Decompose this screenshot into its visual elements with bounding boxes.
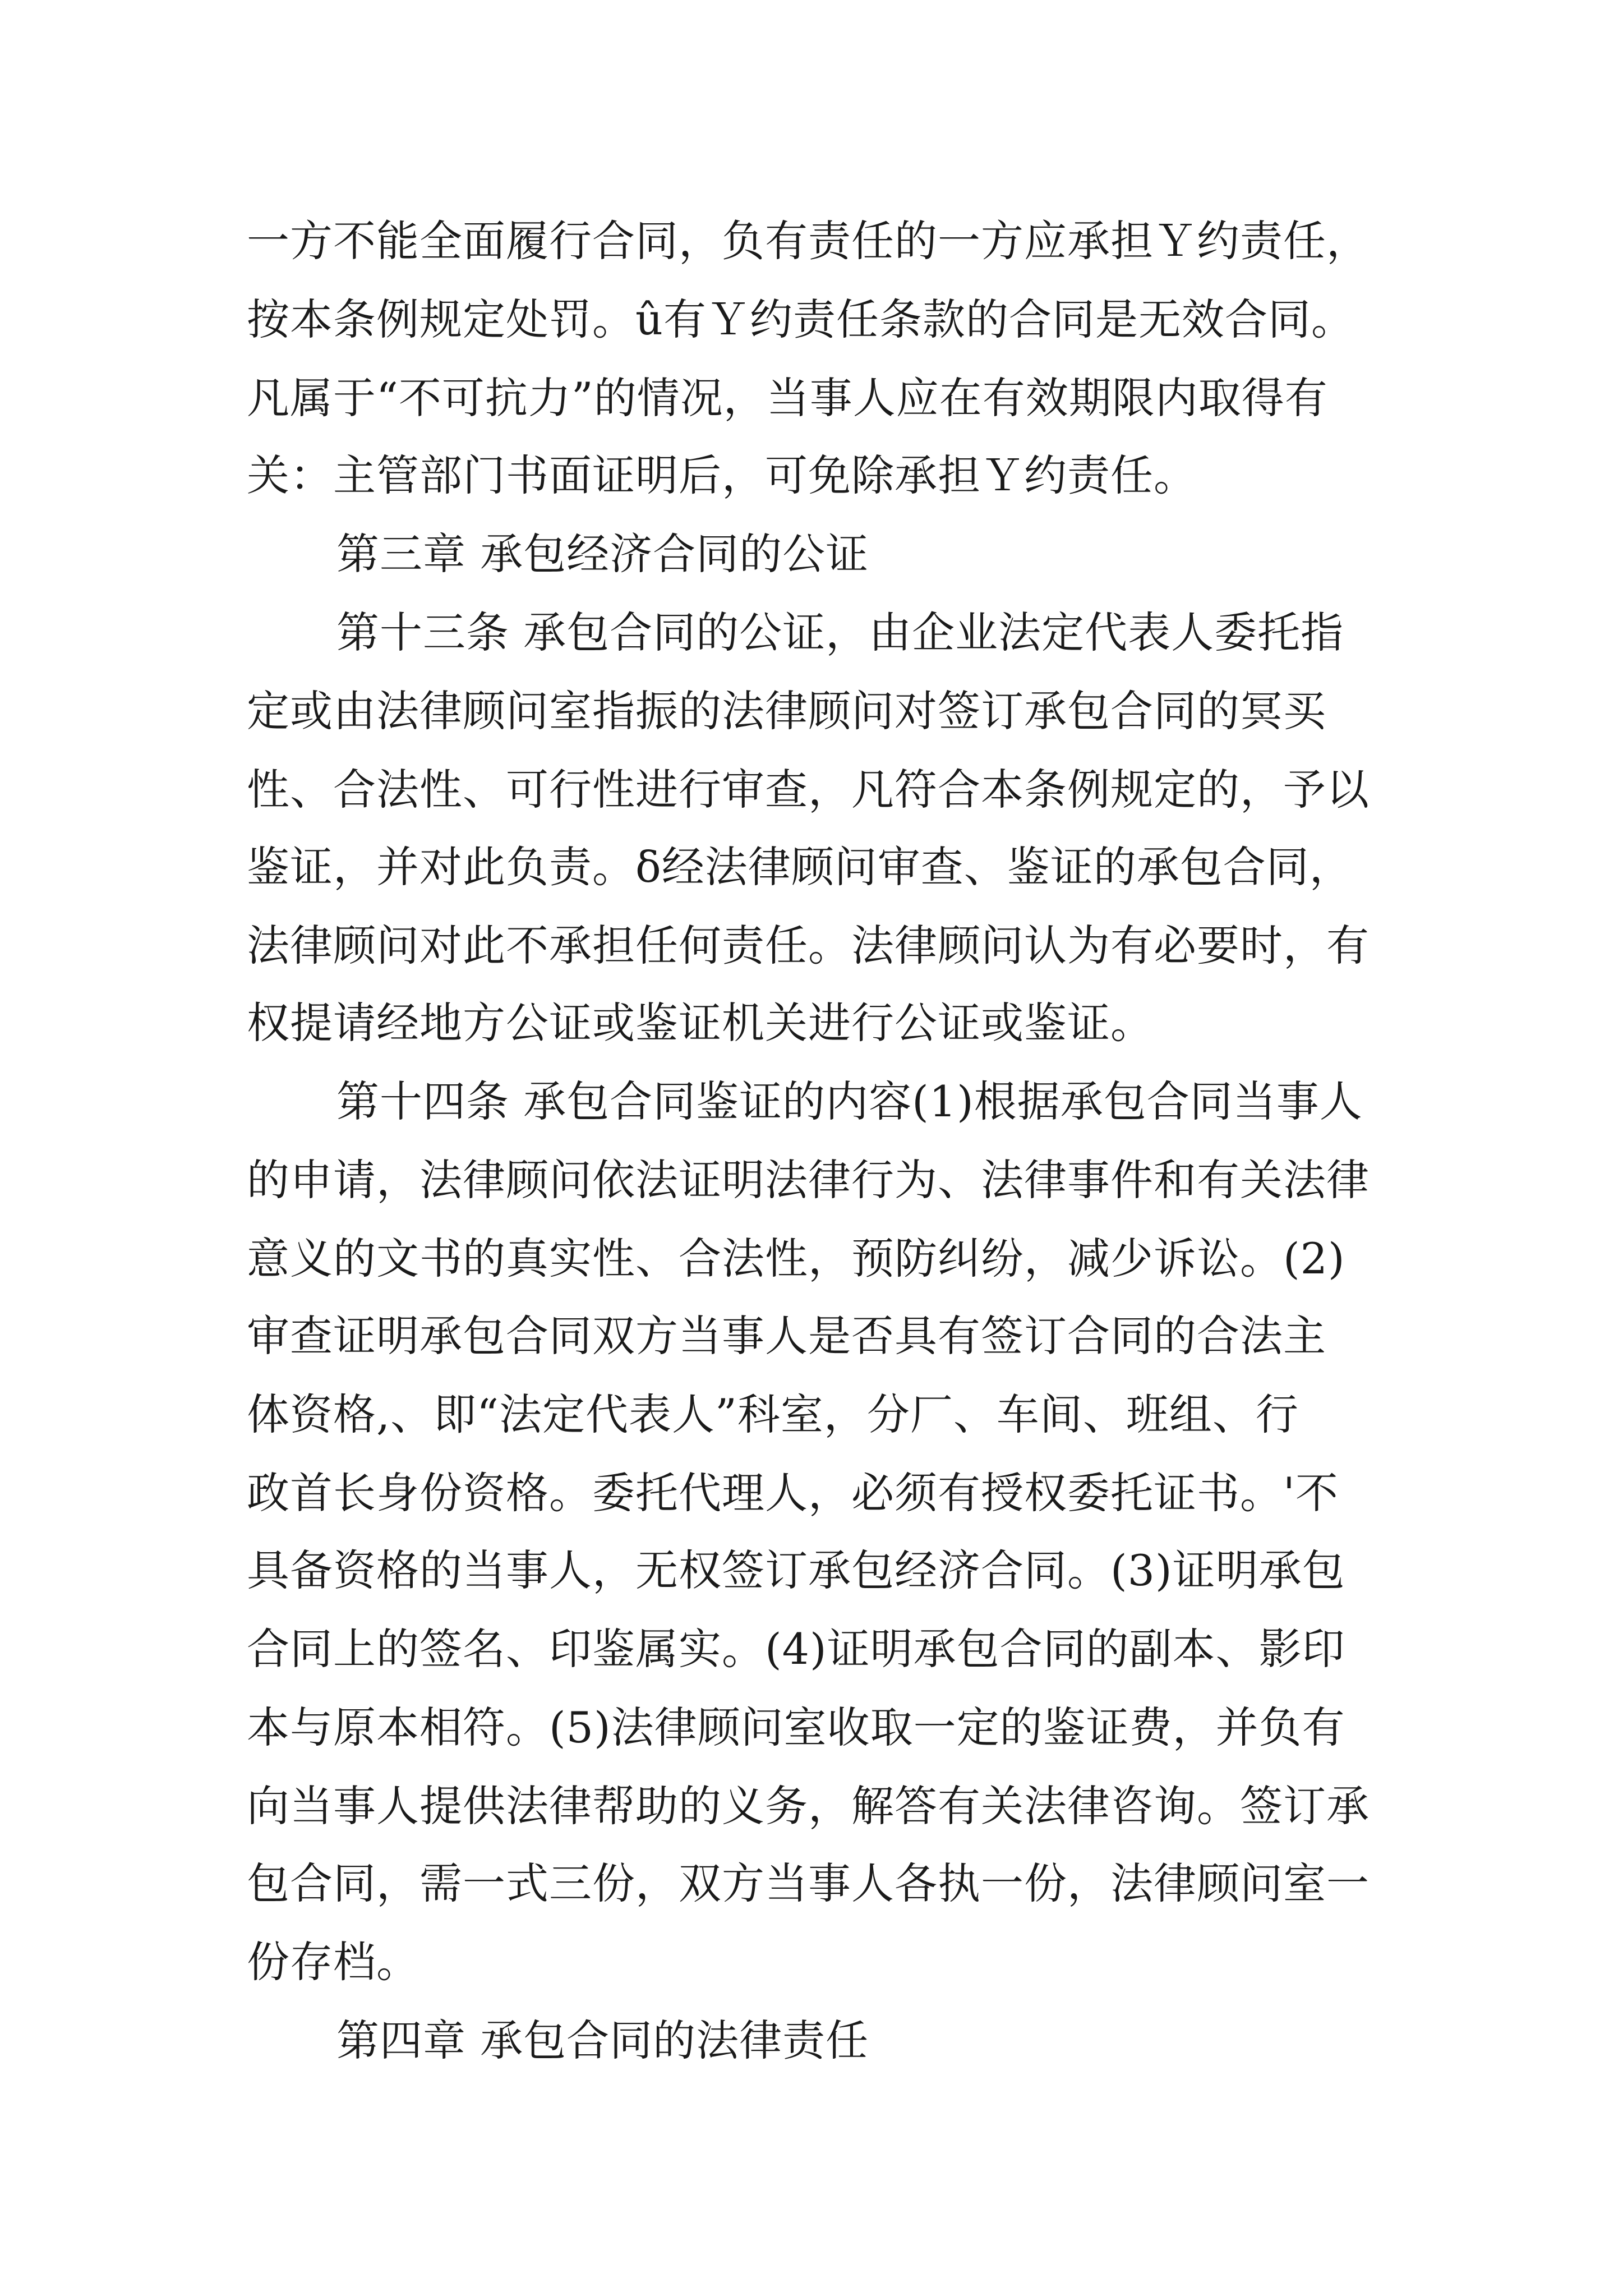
paragraph-line: 性、合法性、可行性进行审查，凡符合本条例规定的，予以 <box>247 765 1370 815</box>
paragraph-line: 包合同，需一式三份，双方当事人各执一份，法律顾问室一 <box>247 1858 1370 1908</box>
paragraph-line: 的申请，法律顾问依法证明法律行为、法律事件和有关法律 <box>247 1155 1370 1205</box>
paragraph-line: 关：主管部门书面证明后，可免除承担Ｙ约责任。 <box>247 450 1197 500</box>
chapter-heading: 第四章 承包合同的法律责任 <box>336 2016 869 2065</box>
paragraph-line: 政首长身份资格。委托代理人，必须有授权委托证书。'不 <box>247 1468 1339 1518</box>
paragraph-line: 合同上的签名、印鉴属实。(4)证明承包合同的副本、影印 <box>247 1624 1345 1674</box>
chapter-heading: 第三章 承包经济合同的公证 <box>336 529 869 579</box>
paragraph-line: 权提请经地方公证或鉴证机关进行公证或鉴证。 <box>247 998 1154 1048</box>
paragraph-line: 本与原本相符。(5)法律顾问室收取一定的鉴证费，并负有 <box>247 1703 1345 1752</box>
paragraph-line: 法律顾问对此不承担任何责任。法律顾问认为有必要时，有 <box>247 921 1370 970</box>
paragraph-line: 第十三条 承包合同的公证，由企业法定代表人委托指 <box>336 608 1344 657</box>
paragraph-line: 凡属于“不可抗力”的情况，当事人应在有效期限内取得有 <box>247 373 1328 423</box>
paragraph-line: 意义的文书的真实性、合法性，预防纠纷，减少诉讼。(2) <box>247 1234 1345 1283</box>
paragraph-line: 鉴证，并对此负责。δ经法律顾问审查、鉴证的承包合同， <box>247 842 1353 892</box>
paragraph-line: 体资格,、即“法定代表人”科室，分厂、车间、班组、行 <box>247 1389 1299 1439</box>
paragraph-line: 按本条例规定处罚。û有Ｙ约责任条款的合同是无效合同。 <box>247 295 1354 344</box>
paragraph-line: 份存档。 <box>247 1937 419 1987</box>
paragraph-line: 审查证明承包合同双方当事人是否具有签订合同的合法主 <box>247 1311 1326 1361</box>
paragraph-line: 向当事人提供法律帮助的义务，解答有关法律咨询。签订承 <box>247 1781 1370 1831</box>
paragraph-line: 一方不能全面履行合同，负有责任的一方应承担Ｙ约责任， <box>247 216 1370 266</box>
paragraph-line: 定或由法律顾问室指振的法律顾问对签订承包合同的冥买 <box>247 686 1326 736</box>
paragraph-line: 具备资格的当事人，无权签订承包经济合同。(3)证明承包 <box>247 1545 1345 1595</box>
paragraph-line: 第十四条 承包合同鉴证的内容(1)根据承包合同当事人 <box>336 1076 1363 1126</box>
